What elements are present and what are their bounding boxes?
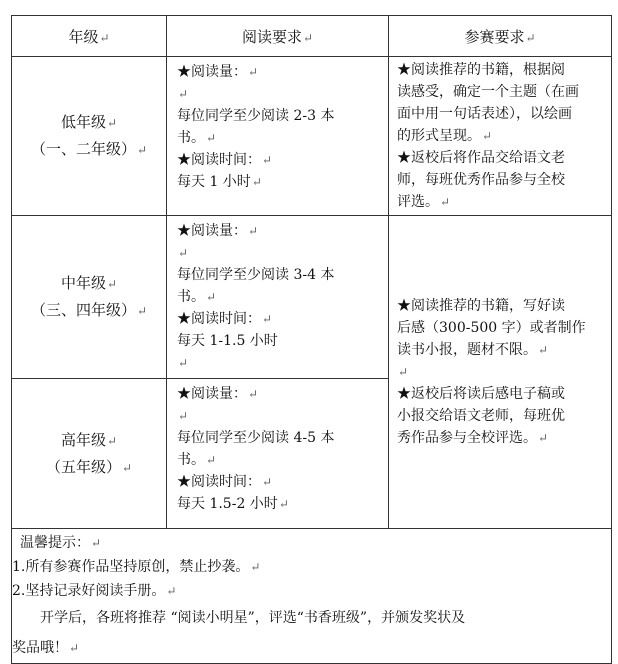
amount-text: 每位同学至少阅读 4-5 本: [177, 430, 335, 446]
reading-cell-middle: ★阅读量：↵ ↵ 每位同学至少阅读 3-4 本 书。↵ ★阅读时间：↵ 每天 1-1.5 小时 ↵: [167, 216, 389, 379]
reading-requirements-table: [11, 15, 612, 664]
document-page: [11, 15, 611, 664]
amount-label: ★阅读量：: [177, 64, 247, 80]
notes-item: 2.坚持记录好阅读手册。: [12, 583, 166, 599]
notes-title: 温馨提示：: [20, 535, 90, 551]
notes-item: 1.所有参赛作品坚持原创，禁止抄袭。: [12, 559, 250, 575]
header-reading: 阅读要求↵: [167, 16, 389, 57]
time-label: ★阅读时间：: [177, 311, 261, 327]
contest-cell-middle-high: ★阅读推荐的书籍，写好读 后感（300-500 字）或者制作 读书小报，题材不限。↵ ↵ ★返校后将读后感电子稿或 小报交给语文老师，每班优 秀作品参与全校评选。↵: [389, 216, 612, 529]
table-row-middle-grade: [12, 216, 612, 379]
header-grade: 年级↵: [12, 16, 167, 57]
notes-closing: 开学后，各班将推荐 “阅读小明星”，评选“书香班级”，并颁发奖状及: [40, 610, 466, 626]
grade-range: （五年级）: [45, 457, 121, 476]
contest-text: 的形式呈现。: [397, 128, 481, 144]
grade-range: （一、二年级）: [30, 140, 136, 158]
contest-text: 面中用一句话表述），以绘画: [397, 106, 572, 122]
amount-text: 每位同学至少阅读 2-3 本: [177, 108, 335, 124]
amount-text-cont: 书。: [177, 452, 205, 468]
contest-text: 秀作品参与全校评选。: [397, 430, 537, 446]
contest-text: 后感（300-500 字）或者制作: [397, 320, 586, 336]
header-row: [12, 16, 612, 57]
reading-cell-high: ★阅读量：↵ ↵ 每位同学至少阅读 4-5 本 书。↵ ★阅读时间：↵ 每天 1.5-2 小时↵: [167, 379, 389, 529]
grade-cell-high: 高年级↵ （五年级）↵: [12, 379, 167, 529]
grade-cell-low: 低年级↵ （一、二年级）↵: [12, 57, 167, 216]
contest-text: 评选。: [397, 194, 439, 210]
notes-cell: 温馨提示：↵ 1.所有参赛作品坚持原创，禁止抄袭。↵ 2.坚持记录好阅读手册。↵ 开学后，各班将推荐 “阅读小明星”，评选“书香班级”，并颁发奖状及 奖品哦！↵: [12, 529, 612, 664]
contest-text: 小报交给语文老师，每班优: [397, 408, 565, 424]
contest-cell-low: ★阅读推荐的书籍，根据阅 读感受，确定一个主题（在画 面中用一句话表述），以绘画 的形式呈现。↵ ★返校后将作品交给语文老 师，每班优秀作品参与全校 评选。↵: [389, 57, 612, 216]
grade-cell-middle: 中年级↵ （三、四年级）↵: [12, 216, 167, 379]
amount-label: ★阅读量：: [177, 223, 247, 239]
amount-label: ★阅读量：: [177, 386, 247, 402]
amount-text-cont: 书。: [177, 130, 205, 146]
time-text: 每天 1-1.5 小时: [177, 333, 278, 349]
time-label: ★阅读时间：: [177, 152, 261, 168]
notes-row: [12, 529, 612, 664]
grade-name: 高年级: [60, 430, 106, 449]
contest-text: ★返校后将作品交给语文老: [397, 150, 565, 166]
amount-text-cont: 书。: [177, 289, 205, 305]
contest-text: 师，每班优秀作品参与全校: [397, 172, 565, 188]
grade-range: （三、四年级）: [30, 301, 136, 319]
contest-text: ★阅读推荐的书籍，根据阅: [397, 62, 565, 78]
time-label: ★阅读时间：: [177, 474, 261, 490]
grade-name: 中年级: [60, 274, 106, 292]
notes-closing-cont: 奖品哦！: [12, 640, 68, 656]
reading-cell-low: ★阅读量：↵ ↵ 每位同学至少阅读 2-3 本 书。↵ ★阅读时间：↵ 每天 1 小时↵: [167, 57, 389, 216]
grade-name: 低年级: [60, 113, 106, 131]
header-contest: 参赛要求↵: [389, 16, 612, 57]
contest-text: ★阅读推荐的书籍，写好读: [397, 298, 565, 314]
contest-text: ★返校后将读后感电子稿或: [397, 386, 565, 402]
contest-text: 读书小报，题材不限。: [397, 342, 537, 358]
contest-text: 读感受，确定一个主题（在画: [397, 84, 579, 100]
amount-text: 每位同学至少阅读 3-4 本: [177, 267, 335, 283]
time-text: 每天 1.5-2 小时: [177, 496, 278, 512]
table-row-low-grade: [12, 57, 612, 216]
time-text: 每天 1 小时: [177, 174, 251, 190]
